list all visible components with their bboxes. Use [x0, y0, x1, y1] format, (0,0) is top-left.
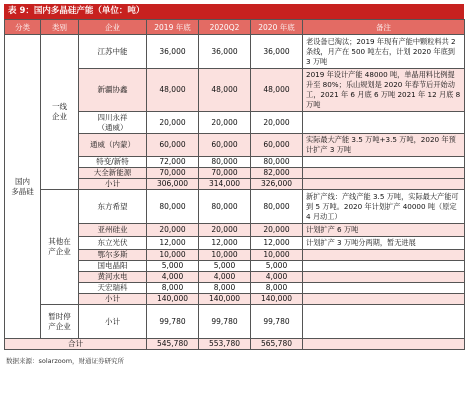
- note-cell: [303, 250, 465, 261]
- company-cell: 东方希望: [79, 190, 147, 224]
- note-cell: 新扩产线：产线产能 3.5 万吨，实际最大产能可到 5 万吨。2020 年计划扩产 40000 吨（原定 4 月动工）: [303, 190, 465, 224]
- company-cell: 通威（内蒙）: [79, 134, 147, 157]
- value-cell: 80,000: [199, 190, 251, 224]
- note-cell: [303, 261, 465, 272]
- value-cell: 48,000: [251, 69, 303, 112]
- value-cell: 8,000: [199, 283, 251, 294]
- table-row: [5, 305, 465, 339]
- value-cell: 10,000: [199, 250, 251, 261]
- note-cell: [303, 168, 465, 179]
- subtotal-value: 326,000: [251, 179, 303, 190]
- note-cell: 实际最大产能 3.5 万吨+3.5 万吨，2020 年预计扩产 3 万吨: [303, 134, 465, 157]
- note-cell: [303, 294, 465, 305]
- value-cell: 48,000: [199, 69, 251, 112]
- group-cell: 其他在 产企业: [41, 190, 79, 305]
- note-cell: 计划扩产 3 万吨分两期，暂无进展: [303, 237, 465, 250]
- table-body: [5, 35, 465, 350]
- subtotal-label: 小计: [79, 294, 147, 305]
- table-row: [5, 190, 465, 224]
- capacity-table: [4, 19, 465, 350]
- note-cell: 2019 年设计产能 48000 吨，单晶用料比例提升至 80%；乐山规划是 2020 年春节后开始动工，2021 年 6 月底 6 万吨 2021 年 12 月底 8 万吨: [303, 69, 465, 112]
- value-cell: 82,000: [251, 168, 303, 179]
- table-figure: [4, 4, 464, 365]
- group-cell: 暂时停 产企业: [41, 305, 79, 339]
- subtotal-value: 140,000: [199, 294, 251, 305]
- company-cell: 四川永祥 （通威）: [79, 112, 147, 134]
- value-cell: 12,000: [147, 237, 199, 250]
- value-cell: 12,000: [251, 237, 303, 250]
- table-title: 表 9：国内多晶硅产能（单位：吨）: [4, 4, 464, 19]
- header-cell: 企业: [79, 20, 147, 35]
- company-cell: 特变/新特: [79, 157, 147, 168]
- value-cell: 8,000: [251, 283, 303, 294]
- value-cell: 72,000: [147, 157, 199, 168]
- header-cell: 2020Q2: [199, 20, 251, 35]
- company-cell: 东立光伏: [79, 237, 147, 250]
- header-cell: 类别: [41, 20, 79, 35]
- value-cell: 20,000: [147, 224, 199, 237]
- value-cell: 5,000: [199, 261, 251, 272]
- header-cell: 备注: [303, 20, 465, 35]
- category-cell: 国内 多晶硅: [5, 35, 41, 339]
- note-cell: 老设备已淘汰；2019 年现有产能中颗粒料共 2 条线，月产在 500 吨左右，计划 2020 年底到 3 万吨: [303, 35, 465, 69]
- subtotal-value: 314,000: [199, 179, 251, 190]
- company-cell: 江苏中能: [79, 35, 147, 69]
- total-value: 545,780: [147, 339, 199, 350]
- subtotal-value: 140,000: [251, 294, 303, 305]
- value-cell: 36,000: [251, 35, 303, 69]
- note-cell: [303, 112, 465, 134]
- subtotal-label: 小计: [79, 179, 147, 190]
- value-cell: 80,000: [251, 190, 303, 224]
- value-cell: 80,000: [199, 157, 251, 168]
- company-cell: 新疆协鑫: [79, 69, 147, 112]
- company-cell: 亚州硅业: [79, 224, 147, 237]
- value-cell: 20,000: [147, 112, 199, 134]
- note-cell: [303, 157, 465, 168]
- value-cell: 80,000: [147, 190, 199, 224]
- value-cell: 20,000: [199, 112, 251, 134]
- group-cell: 一线 企业: [41, 35, 79, 190]
- company-cell: 黄河水电: [79, 272, 147, 283]
- value-cell: 36,000: [147, 35, 199, 69]
- value-cell: 4,000: [147, 272, 199, 283]
- value-cell: 8,000: [147, 283, 199, 294]
- value-cell: 99,780: [251, 305, 303, 339]
- note-cell: [303, 283, 465, 294]
- value-cell: 48,000: [147, 69, 199, 112]
- note-cell: [303, 272, 465, 283]
- value-cell: 70,000: [199, 168, 251, 179]
- note-cell: 计划扩产 6 万吨: [303, 224, 465, 237]
- table-row: [5, 35, 465, 69]
- header-cell: 2020 年底: [251, 20, 303, 35]
- company-cell: 大全新能源: [79, 168, 147, 179]
- note-cell: [303, 179, 465, 190]
- subtotal-value: 140,000: [147, 294, 199, 305]
- value-cell: 70,000: [147, 168, 199, 179]
- value-cell: 20,000: [251, 112, 303, 134]
- value-cell: 10,000: [251, 250, 303, 261]
- source-note: 数据来源：solarzoom，财通证券研究所: [6, 357, 125, 365]
- value-cell: 80,000: [251, 157, 303, 168]
- value-cell: 5,000: [251, 261, 303, 272]
- company-cell: 国电晶阳: [79, 261, 147, 272]
- value-cell: 60,000: [147, 134, 199, 157]
- value-cell: 12,000: [199, 237, 251, 250]
- header-cell: 分类: [5, 20, 41, 35]
- value-cell: 60,000: [199, 134, 251, 157]
- total-value: 553,780: [199, 339, 251, 350]
- value-cell: 20,000: [251, 224, 303, 237]
- note-cell: [303, 305, 465, 339]
- value-cell: 36,000: [199, 35, 251, 69]
- company-cell: 天宏瑞科: [79, 283, 147, 294]
- total-label: 合计: [5, 339, 147, 350]
- value-cell: 99,780: [147, 305, 199, 339]
- total-value: 565,780: [251, 339, 303, 350]
- value-cell: 4,000: [251, 272, 303, 283]
- header-cell: 2019 年底: [147, 20, 199, 35]
- company-cell: 鄂尔多斯: [79, 250, 147, 261]
- company-cell: 小计: [79, 305, 147, 339]
- subtotal-value: 306,000: [147, 179, 199, 190]
- total-row: [5, 339, 465, 350]
- header-row: [5, 20, 465, 35]
- value-cell: 4,000: [199, 272, 251, 283]
- value-cell: 20,000: [199, 224, 251, 237]
- value-cell: 99,780: [199, 305, 251, 339]
- note-cell: [303, 339, 465, 350]
- value-cell: 60,000: [251, 134, 303, 157]
- value-cell: 5,000: [147, 261, 199, 272]
- value-cell: 10,000: [147, 250, 199, 261]
